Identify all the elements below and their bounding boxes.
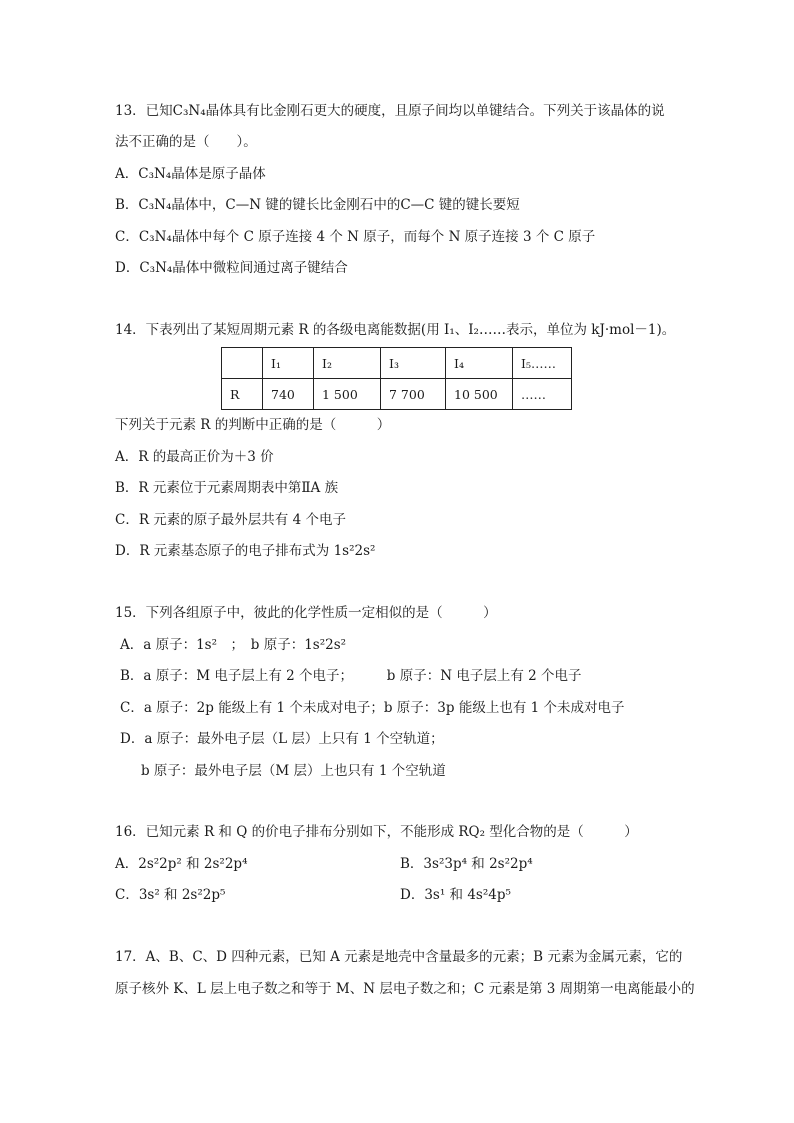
- q17-stem-line1: 17．A、B、C、D 四种元素，已知 A 元素是地壳中含量最多的元素；B 元素为金属元素，它的: [115, 949, 683, 965]
- ionization-energy-table: [221, 347, 572, 410]
- table-header-cell: I₄: [446, 348, 513, 379]
- q15-option-a: A．a 原子：1s² ； b 原子：1s²2s²: [120, 637, 347, 653]
- q13-option-d: D．C₃N₄晶体中微粒间通过离子键结合: [115, 260, 348, 276]
- q15-option-d: D．a 原子：最外电子层（L 层）上只有 1 个空轨道；: [120, 731, 444, 747]
- table-cell: 740: [263, 379, 314, 410]
- q14-question: 下列关于元素 R 的判断中正确的是（ ）: [115, 417, 391, 433]
- table-cell: 10 500: [446, 379, 513, 410]
- q13-option-a: A．C₃N₄晶体是原子晶体: [115, 166, 266, 182]
- q16-stem: 16．已知元素 R 和 Q 的价电子排布分别如下，不能形成 RQ₂ 型化合物的是（ ）: [115, 824, 638, 840]
- table-header-cell: I₅……: [513, 348, 572, 379]
- q17-stem-line2: 原子核外 K、L 层上电子数之和等于 M、N 层电子数之和；C 元素是第 3 周期第一电离能最小的: [115, 981, 695, 997]
- q15-option-c: C．a 原子：2p 能级上有 1 个未成对电子；b 原子：3p 能级上也有 1 个未成对电子: [120, 700, 625, 716]
- q15-option-b: B．a 原子：M 电子层上有 2 个电子； b 原子：N 电子层上有 2 个电子: [120, 668, 582, 684]
- q16-option-c: C．3s² 和 2s²2p⁵: [115, 887, 226, 903]
- q14-option-b: B．R 元素位于元素周期表中第ⅡA 族: [115, 480, 339, 496]
- q16-option-d: D．3s¹ 和 4s²4p⁵: [400, 887, 511, 903]
- q14-stem: 14．下表列出了某短周期元素 R 的各级电离能数据(用 I₁、I₂……表示，单位为 kJ·mol－1)。: [115, 322, 676, 338]
- q14-option-c: C．R 元素的原子最外层共有 4 个电子: [115, 512, 346, 528]
- q15-option-d-continued: b 原子：最外电子层（M 层）上也只有 1 个空轨道: [141, 763, 446, 779]
- table-header-row: [222, 348, 572, 379]
- table-header-cell: I₁: [263, 348, 314, 379]
- table-header-cell: [222, 348, 263, 379]
- table-cell: 7 700: [381, 379, 446, 410]
- q16-option-a: A．2s²2p² 和 2s²2p⁴: [115, 856, 248, 872]
- table-cell: R: [222, 379, 263, 410]
- q15-stem: 15．下列各组原子中，彼此的化学性质一定相似的是（ ）: [115, 605, 497, 621]
- q14-option-a: A．R 的最高正价为＋3 价: [115, 449, 274, 465]
- q13-stem-line2: 法不正确的是（ ）。: [115, 134, 257, 150]
- table-cell: ……: [513, 379, 572, 410]
- table-header-cell: I₂: [314, 348, 381, 379]
- table-header-cell: I₃: [381, 348, 446, 379]
- q13-option-c: C．C₃N₄晶体中每个 C 原子连接 4 个 N 原子，而每个 N 原子连接 3 个 C 原子: [115, 229, 596, 245]
- q13-stem-line1: 13．已知C₃N₄晶体具有比金刚石更大的硬度，且原子间均以单键结合。下列关于该晶体的说: [115, 103, 665, 119]
- q14-option-d: D．R 元素基态原子的电子排布式为 1s²2s²: [115, 543, 376, 559]
- q16-option-b: B．3s²3p⁴ 和 2s²2p⁴: [400, 856, 533, 872]
- table-row: [222, 379, 572, 410]
- q13-option-b: B．C₃N₄晶体中，C—N 键的键长比金刚石中的C—C 键的键长要短: [115, 197, 520, 213]
- table-cell: 1 500: [314, 379, 381, 410]
